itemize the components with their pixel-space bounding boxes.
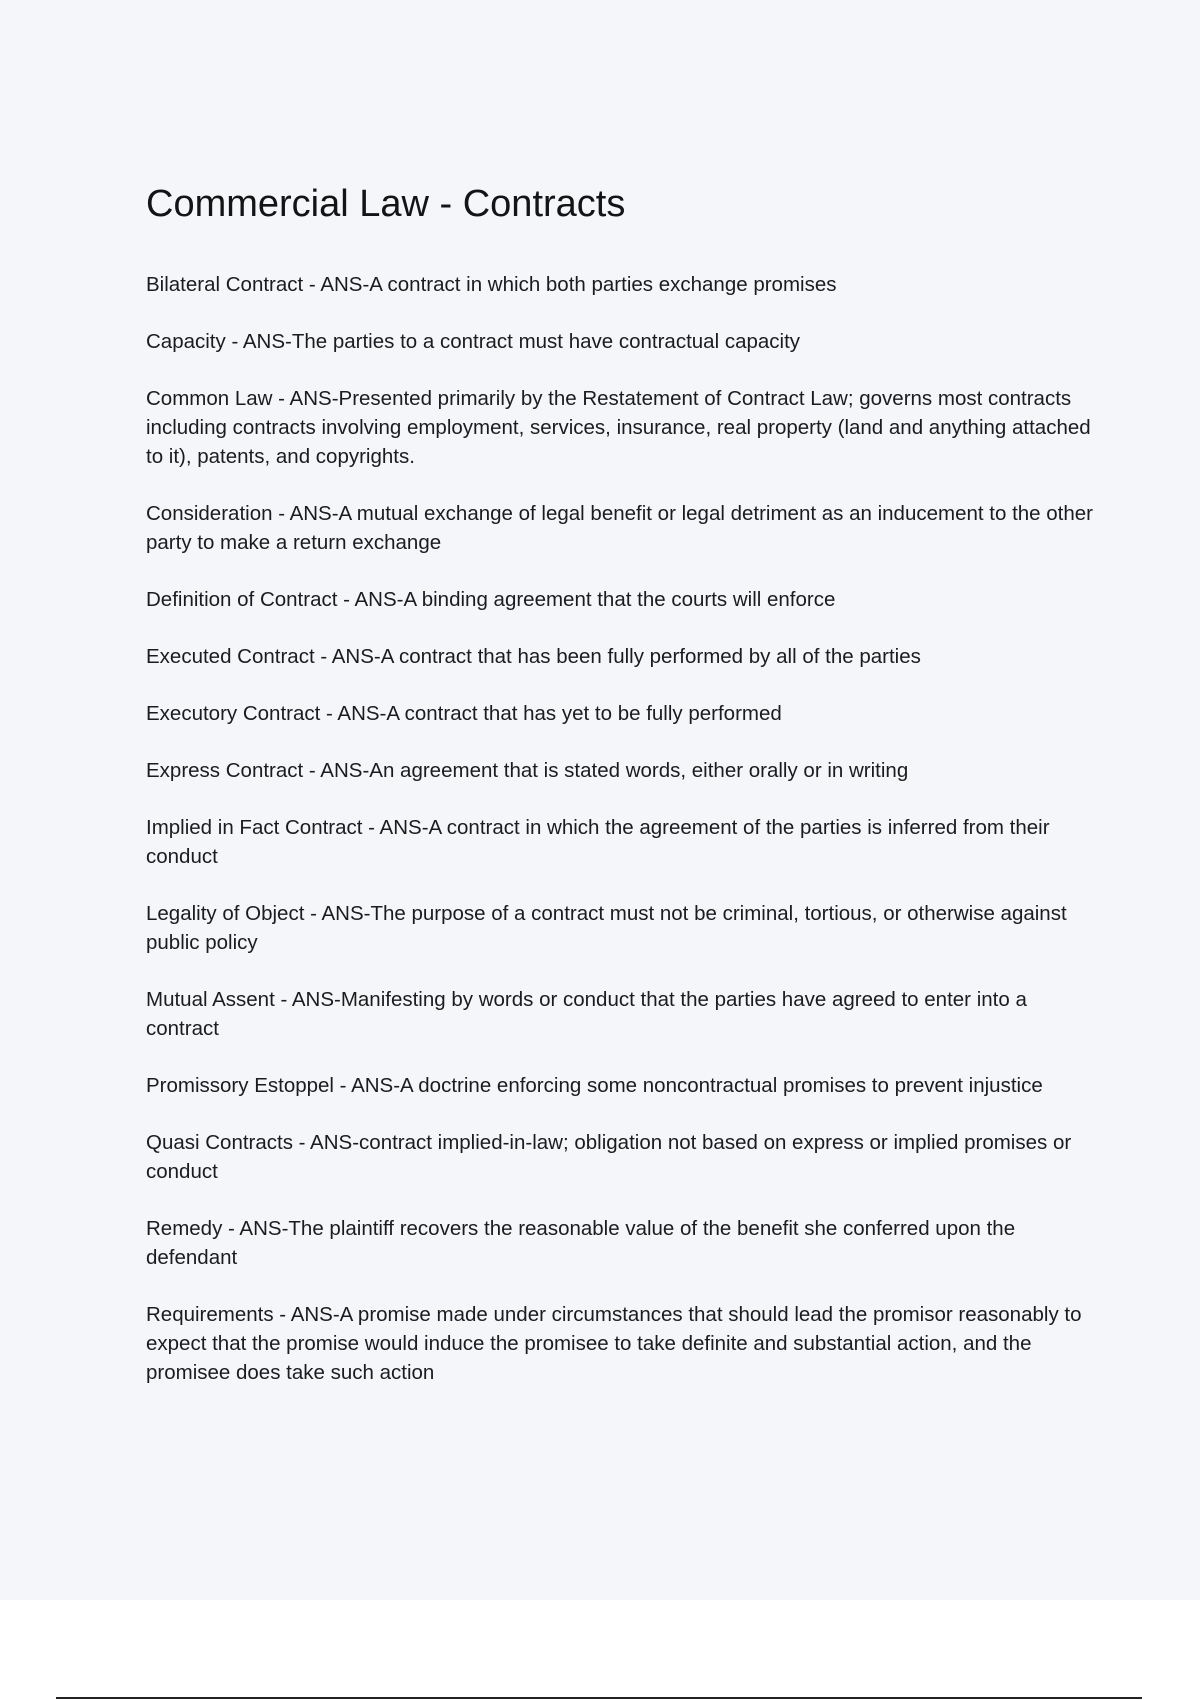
entry-remedy: Remedy - ANS-The plaintiff recovers the reasonable value of the benefit she conferred upon the defendant [146,1217,1016,1269]
entry-promissory-estoppel: Promissory Estoppel - ANS-A doctrine enforcing some noncontractual promises to prevent injustice [146,1074,1043,1097]
document-title: Commercial Law - Contracts [146,183,626,225]
entry-executed-contract: Executed Contract - ANS-A contract that has been fully performed by all of the parties [146,645,921,668]
document-content [146,180,1096,1415]
entry-definition-of-contract: Definition of Contract - ANS-A binding agreement that the courts will enforce [146,588,836,611]
entry-capacity: Capacity - ANS-The parties to a contract must have contractual capacity [146,330,801,353]
footer-divider [56,1697,1142,1699]
entry-quasi-contracts: Quasi Contracts - ANS-contract implied-in-law; obligation not based on express or implied promises or conduct [146,1131,1072,1183]
entry-mutual-assent: Mutual Assent - ANS-Manifesting by words or conduct that the parties have agreed to enter into a contract [146,988,1027,1040]
entry-express-contract: Express Contract - ANS-An agreement that is stated words, either orally or in writing [146,759,909,782]
entry-bilateral-contract: Bilateral Contract - ANS-A contract in which both parties exchange promises [146,273,837,296]
entry-consideration: Consideration - ANS-A mutual exchange of legal benefit or legal detriment as an inducement to the other party to make a return exchange [146,502,1093,554]
entry-executory-contract: Executory Contract - ANS-A contract that has yet to be fully performed [146,702,782,725]
entry-legality-of-object: Legality of Object - ANS-The purpose of a contract must not be criminal, tortious, or otherwise against public policy [146,902,1067,954]
entry-requirements: Requirements - ANS-A promise made under circumstances that should lead the promisor reasonably to expect that the promise would induce the promisee to take definite and substantial action, and the promisee does take such action [146,1303,1082,1384]
entry-common-law: Common Law - ANS-Presented primarily by the Restatement of Contract Law; governs most contracts including contracts involving employment, services, insurance, real property (land and anything attached to it), patents, and copyrights. [146,387,1091,468]
entry-implied-in-fact-contract: Implied in Fact Contract - ANS-A contract in which the agreement of the parties is inferred from their conduct [146,816,1050,868]
